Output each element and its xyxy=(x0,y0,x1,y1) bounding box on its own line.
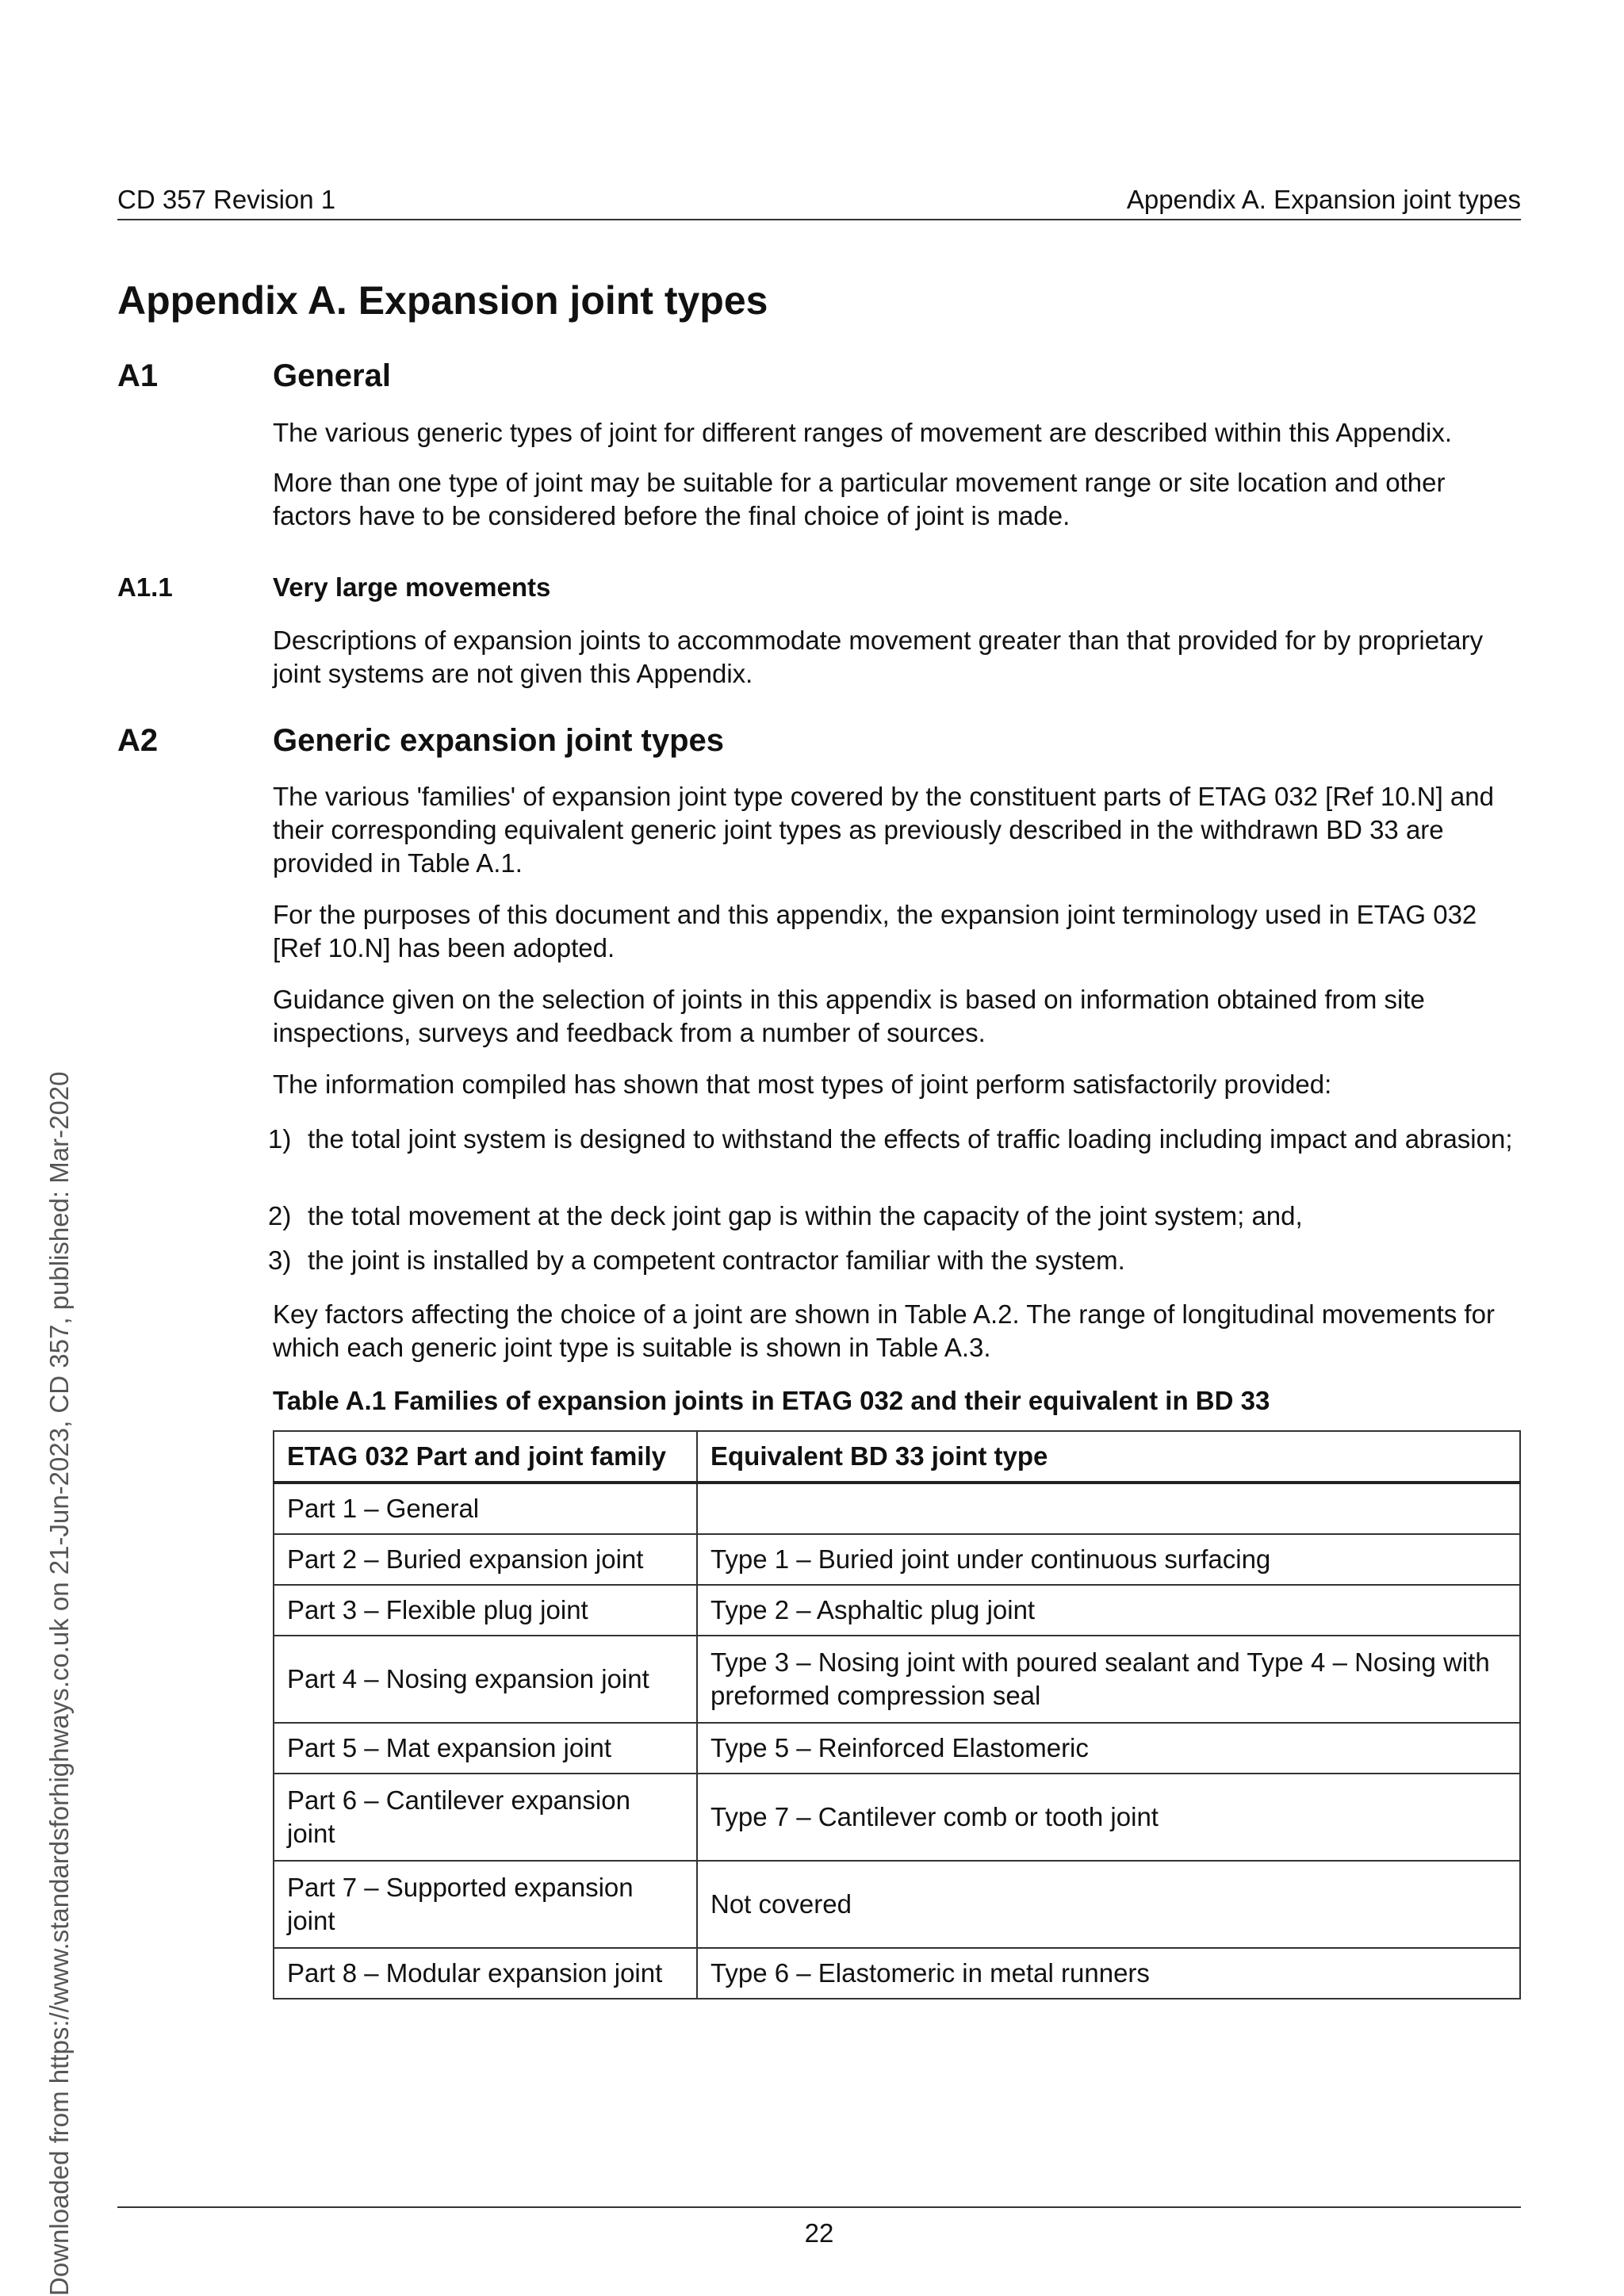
list-item-number: 1) xyxy=(268,1124,292,1154)
table-cell: Type 5 – Reinforced Elastomeric xyxy=(697,1723,1520,1774)
table-cell xyxy=(697,1483,1520,1534)
download-watermark: Downloaded from https://www.standardsforhighways.co.uk on 21-Jun-2023, CD 357, published: Mar-2020 xyxy=(44,1071,74,2296)
section-a2-number: A2 xyxy=(117,723,159,758)
running-header-right: Appendix A. Expansion joint types xyxy=(1126,185,1521,214)
joint-families-table xyxy=(273,1430,1521,1999)
table-row xyxy=(274,1723,1520,1774)
table-cell: Part 5 – Mat expansion joint xyxy=(274,1723,697,1774)
column-header: Equivalent BD 33 joint type xyxy=(697,1431,1520,1483)
table-cell: Part 6 – Cantilever expansion joint xyxy=(274,1774,697,1861)
table-cell: Part 1 – General xyxy=(274,1483,697,1534)
list-item xyxy=(268,1200,1529,1233)
header-rule xyxy=(117,219,1521,220)
column-header: ETAG 032 Part and joint family xyxy=(274,1431,697,1483)
table-cell: Not covered xyxy=(697,1861,1520,1948)
section-a1-1-heading: Very large movements xyxy=(273,572,551,602)
table-header-row xyxy=(274,1431,1520,1483)
table-row xyxy=(274,1534,1520,1585)
table-row xyxy=(274,1483,1520,1534)
section-a1-1-paragraph-1: Descriptions of expansion joints to accommodate movement greater than that provided for by proprietary joint systems are not given this Appendix. xyxy=(273,626,1484,688)
table-cell: Type 2 – Asphaltic plug joint xyxy=(697,1585,1520,1636)
list-item xyxy=(268,1123,1529,1156)
table-cell: Part 2 – Buried expansion joint xyxy=(274,1534,697,1585)
list-item xyxy=(268,1244,1529,1277)
section-a1-heading: General xyxy=(273,358,391,393)
table-cell: Part 4 – Nosing expansion joint xyxy=(274,1636,697,1723)
section-a2-paragraph-3: Guidance given on the selection of joints in this appendix is based on information obtained from site inspections, surveys and feedback from a number of sources. xyxy=(273,985,1425,1047)
list-item-text: the joint is installed by a competent contractor familiar with the system. xyxy=(308,1246,1125,1275)
section-a2-paragraph-5: Key factors affecting the choice of a joint are shown in Table A.2. The range of longitudinal movements for which each generic joint type is suitable is shown in Table A.3. xyxy=(273,1299,1495,1362)
table-cell: Part 8 – Modular expansion joint xyxy=(274,1948,697,1999)
table-cell: Type 7 – Cantilever comb or tooth joint xyxy=(697,1774,1520,1861)
section-a1-paragraph-2: More than one type of joint may be suitable for a particular movement range or site location and other factors have to be considered before the final choice of joint is made. xyxy=(273,468,1446,530)
list-item-number: 2) xyxy=(268,1201,292,1230)
page-title: Appendix A. Expansion joint types xyxy=(117,278,768,323)
table-cell: Part 3 – Flexible plug joint xyxy=(274,1585,697,1636)
list-item-text: the total movement at the deck joint gap is within the capacity of the joint system; and, xyxy=(308,1201,1303,1230)
table-row xyxy=(274,1636,1520,1723)
section-a1-1-number: A1.1 xyxy=(117,572,173,602)
table-cell: Part 7 – Supported expansion joint xyxy=(274,1861,697,1948)
table-cell: Type 1 – Buried joint under continuous surfacing xyxy=(697,1534,1520,1585)
section-a2-paragraph-4: The information compiled has shown that most types of joint perform satisfactorily provided: xyxy=(273,1070,1332,1099)
table-row xyxy=(274,1585,1520,1636)
table-cell: Type 3 – Nosing joint with poured sealant and Type 4 – Nosing with preformed compression seal xyxy=(697,1636,1520,1723)
running-header-left: CD 357 Revision 1 xyxy=(117,185,336,214)
list-item-text: the total joint system is designed to withstand the effects of traffic loading including impact and abrasion; xyxy=(308,1124,1513,1154)
page-number: 22 xyxy=(804,2218,834,2248)
table-caption: Table A.1 Families of expansion joints in ETAG 032 and their equivalent in BD 33 xyxy=(273,1386,1270,1415)
table-row xyxy=(274,1774,1520,1861)
section-a2-heading: Generic expansion joint types xyxy=(273,723,725,758)
footer-rule xyxy=(117,2206,1521,2208)
section-a2-paragraph-2: For the purposes of this document and this appendix, the expansion joint terminology used in ETAG 032 [Ref 10.N] has been adopted. xyxy=(273,900,1477,962)
table-row xyxy=(274,1861,1520,1948)
section-a1-paragraph-1: The various generic types of joint for different ranges of movement are described within this Appendix. xyxy=(273,418,1453,447)
list-item-number: 3) xyxy=(268,1246,292,1275)
table-row xyxy=(274,1948,1520,1999)
section-a2-paragraph-1: The various 'families' of expansion joint type covered by the constituent parts of ETAG 032 [Ref 10.N] and their corresponding equivalent generic joint types as previously described in the withdrawn BD 33 are provided in Table A.1. xyxy=(273,782,1494,878)
table-cell: Type 6 – Elastomeric in metal runners xyxy=(697,1948,1520,1999)
section-a1-number: A1 xyxy=(117,358,159,393)
